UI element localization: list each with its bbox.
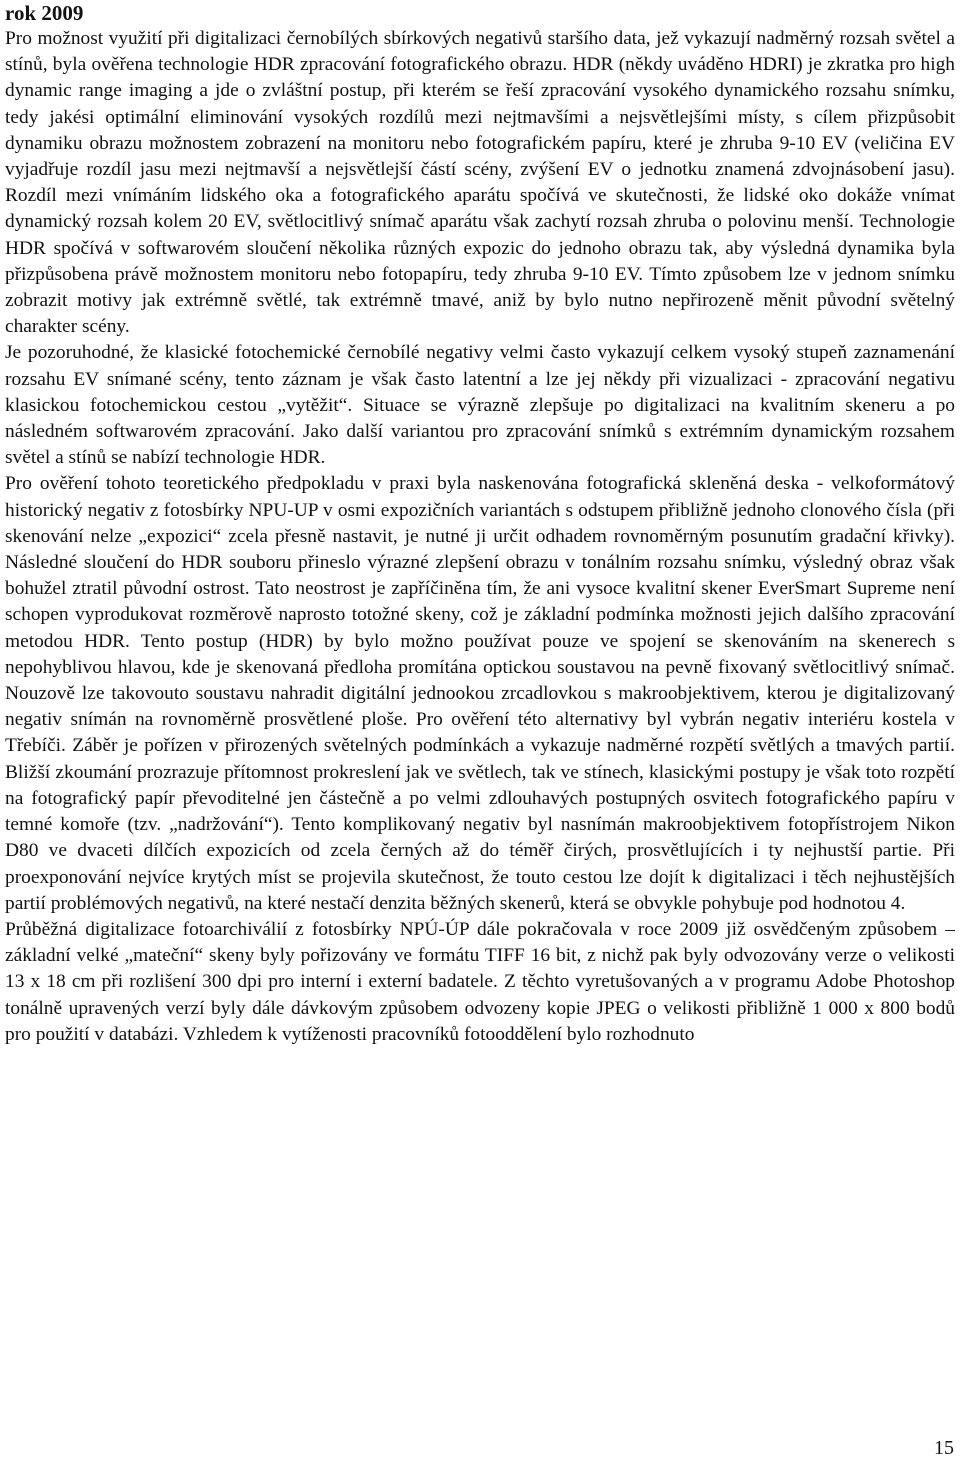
paragraph-digitization: Průběžná digitalizace fotoarchiválií z fotosbírky NPÚ-ÚP dále pokračovala v roce 2009 již osvědčeným způsobem – základní velké „mateční“ skeny byly pořizovány ve formátu TIFF 16 bit, z nichž pak byly odvozovány verze o velikosti 13 x 18 cm při rozlišení 300 dpi pro interní i externí badatele. Z těchto vyretušovaných a v programu Adobe Photoshop tonálně upravených verzí byly dále dávkovým způsobem odvozeny kopie JPEG o velikosti přibližně 1 000 x 800 bodů pro použití v databázi. Vzhledem k vytíženosti pracovníků fotooddělení bylo rozhodnuto [5,918,955,1045]
paragraph-verification: Pro ověření tohoto teoretického předpokladu v praxi byla naskenována fotografická skleněná deska - velkoformátový historický negativ z fotosbírky NPU-UP v osmi expozičních variantách s odstupem přibližně jednoho clonového čísla (při skenování nelze „expozici“ zcela přesně nastavit, je nutné ji určit odhadem rovnoměrným posunutím gradační křivky). Následné sloučení do HDR souboru přineslo výrazné zlepšení obrazu v tonálním rozsahu snímku, výsledný obraz však bohužel ztratil původní ostrost. Tato neostrost je zapříčiněna tím, že ani vysoce kvalitní skener EverSmart Supreme není schopen vyprodukovat rozměrově naprosto totožné skeny, což je základní podmínka možnosti jejich dalšího zpracování metodou HDR. Tento postup (HDR) by bylo možno používat pouze ve spojení se skenováním na skenerech s nepohyblivou hlavou, kde je skenovaná předloha promítána optickou soustavou na pevně fixovaný světlocitlivý snímač. Nouzově lze takovouto soustavu nahradit digitální jednookou zrcadlovkou s makroobjektivem, kterou je digitalizovaný negativ snímán na rovnoměrně prosvětlené ploše. Pro ověření této alternativy byl vybrán negativ interiéru kostela v Třebíči. Záběr je pořízen v přirozených světelných podmínkách a vykazuje nadměrné rozpětí světlých a tmavých partií. Bližší zkoumání prozrazuje přítomnost prokreslení jak ve světlech, tak ve stínech, klasickými postupy je však toto rozpětí na fotografický papír převoditelné jen částečně a po velmi zdlouhavých postupných osvitech fotografického papíru v temné komoře (tzv. „nadržování“). Tento komplikovaný negativ byl nasnímán makroobjektivem fotopřístrojem Nikon D80 ve dvaceti dílčích expozicích od zcela černých až do téměř čirých, prosvětlujících i ty nejhustší partie. Při proexponování nejvíce krytých míst se projevila skutečnost, že touto cestou lze dojít k digitalizaci i těch nejhustějších partií problémových negativů, na které nestačí denzita běžných skenerů, která se obvykle pohybuje pod hodnotou 4. [5,473,955,914]
page-number: 15 [934,1437,954,1459]
paragraph-negatives: Je pozoruhodné, že klasické fotochemické černobílé negativy velmi často vykazují celkem vysoký stupeň zaznamenání rozsahu EV snímané scény, tento záznam je však často latentní a lze jej někdy při vizualizaci - zpracování negativu klasickou fotochemickou cestou „vytěžit“. Situace se výrazně zlepšuje po digitalizaci na kvalitním skeneru a po následném softwarovém zpracování. Jako další variantou pro zpracování snímků s extrémním dynamickým rozsahem světel a stínů se nabízí technologie HDR. [5,342,955,469]
document-page [5,0,955,1048]
section-heading: rok 2009 [5,1,84,25]
paragraph-hdr-technology: Pro možnost využití při digitalizaci černobílých sbírkových negativů staršího data, jež vykazují nadměrný rozsah světel a stínů, byla ověřena technologie HDR zpracování fotografického obrazu. HDR (někdy uváděno HDRI) je zkratka pro high dynamic range imaging a jde o zvláštní postup, při kterém se řeší zpracování vysokého dynamického rozsahu snímku, tedy jakési optimální eliminování vysokých rozdílů mezi nejtmavšími a nejsvětlejšími místy, s cílem přizpůsobit dynamiku obrazu možnostem zobrazení na monitoru nebo fotografickém papíru, které je zhruba 9-10 EV (veličina EV vyjadřuje rozdíl jasu mezi nejtmavší a nejsvětlejší částí scény, zvýšení EV o jednotku znamená zdvojnásobení jasu). Rozdíl mezi vnímáním lidského oka a fotografického aparátu spočívá ve skutečnosti, že lidské oko dokáže vnímat dynamický rozsah kolem 20 EV, světlocitlivý snímač aparátu však zachytí rozsah zhruba o polovinu menší. Technologie HDR spočívá v softwarovém sloučení několika různých expozic do jednoho obrazu tak, aby výsledná dynamika byla přizpůsobena právě možnostem monitoru nebo fotopapíru, tedy zhruba 9-10 EV. Tímto způsobem lze v jednom snímku zobrazit motivy jak extrémně světlé, tak extrémně tmavé, aniž by bylo nutno nepřirozeně měnit původní světelný charakter scény. [5,28,955,338]
